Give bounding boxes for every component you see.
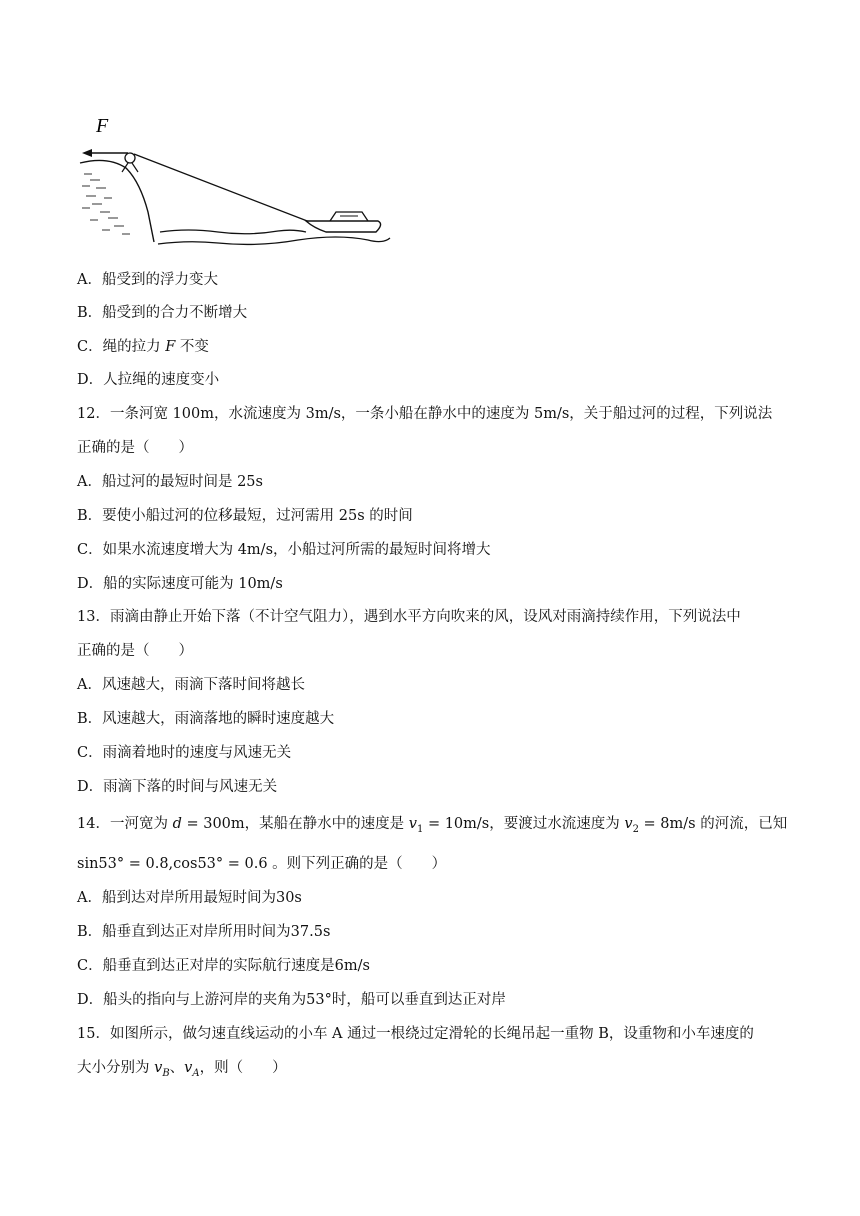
q13-option-b: B．风速越大，雨滴落地的瞬时速度越大 <box>77 711 335 727</box>
q14-option-a: A．船到达对岸所用最短时间为30s <box>77 890 302 906</box>
q11-option-c-post: 不变 <box>175 339 209 355</box>
q11-option-c-var: F <box>165 339 176 355</box>
q15-var-va-sub: A <box>192 1067 200 1079</box>
q15-var-vb-sub: B <box>162 1067 170 1079</box>
force-arrowhead <box>82 149 92 157</box>
water-wave-1 <box>160 230 306 234</box>
q15-var-va: v <box>184 1060 193 1076</box>
q11-option-c-pre: C．绳的拉力 <box>77 339 166 355</box>
q13-stem-line2: 正确的是（ ） <box>77 643 193 659</box>
q11-option-a: A．船受到的浮力变大 <box>77 272 218 288</box>
q15-stem-line1: 15．如图所示，做匀速直线运动的小车 A 通过一根绕过定滑轮的长绳吊起一重物 B，设重物和小车速度的 <box>77 1026 754 1042</box>
rope <box>134 154 328 229</box>
q14-stem-text-2: = 300m，某船在静水中的速度是 <box>181 816 409 832</box>
pulley <box>125 153 135 163</box>
q13-stem-line1: 13．雨滴由静止开始下落（不计空气阻力），遇到水平方向吹来的风，设风对雨滴持续作用，下列说法中 <box>77 609 741 625</box>
q13-option-c: C．雨滴着地时的速度与风速无关 <box>77 745 292 761</box>
water-wave-2 <box>158 237 390 244</box>
river-bank <box>80 160 154 242</box>
boat-hull <box>306 221 381 232</box>
q12-option-d: D．船的实际速度可能为 10m/s <box>77 576 283 592</box>
bank-hatching <box>82 174 130 234</box>
q15-var-vb: v <box>154 1060 163 1076</box>
q12-option-a: A．船过河的最短时间是 25s <box>77 474 263 490</box>
boat-rope-figure <box>78 112 393 252</box>
q15-stem-text-1: 大小分别为 <box>77 1060 155 1076</box>
q14-option-c: C．船垂直到达正对岸的实际航行速度是6m/s <box>77 958 370 974</box>
q14-stem-text-1: 14．一河宽为 <box>77 816 173 832</box>
q14-stem-text-3: = 10m/s，要渡过水流速度为 <box>423 816 625 832</box>
q13-option-d: D．雨滴下落的时间与风速无关 <box>77 779 278 795</box>
q15-stem-line2 <box>77 1059 287 1083</box>
q14-stem-line2: sin53° = 0.8,cos53° = 0.6 。则下列正确的是（ ） <box>77 856 447 872</box>
q14-option-d: D．船头的指向与上游河岸的夹角为53°时，船可以垂直到达正对岸 <box>77 992 506 1008</box>
q14-option-b: B．船垂直到达正对岸所用时间为37.5s <box>77 924 331 940</box>
q14-stem-text-4: = 8m/s 的河流，已知 <box>638 816 788 832</box>
q14-var-d: d <box>172 816 182 832</box>
q14-var-v1: v <box>408 816 417 832</box>
q15-stem-text-2: ，则（ ） <box>199 1060 287 1076</box>
q13-option-a: A．风速越大，雨滴下落时间将越长 <box>77 677 305 693</box>
force-label: F <box>96 115 109 137</box>
q12-option-b: B．要使小船过河的位移最短，过河需用 25s 的时间 <box>77 508 413 524</box>
q11-option-c <box>77 338 209 356</box>
q11-option-d: D．人拉绳的速度变小 <box>77 372 220 388</box>
q14-var-v1-sub: 1 <box>416 823 424 835</box>
q12-stem-line2: 正确的是（ ） <box>77 440 193 456</box>
q12-option-c: C．如果水流速度增大为 4m/s，小船过河所需的最短时间将增大 <box>77 542 491 558</box>
q15-separator: 、 <box>169 1060 185 1076</box>
q12-stem-line1: 12．一条河宽 100m，水流速度为 3m/s，一条小船在静水中的速度为 5m/s，关于船过河的过程，下列说法 <box>77 406 773 422</box>
q14-var-v2: v <box>624 816 633 832</box>
q14-var-v2-sub: 2 <box>632 823 639 835</box>
q14-stem-line1 <box>77 815 787 839</box>
q11-option-b: B．船受到的合力不断增大 <box>77 305 248 321</box>
